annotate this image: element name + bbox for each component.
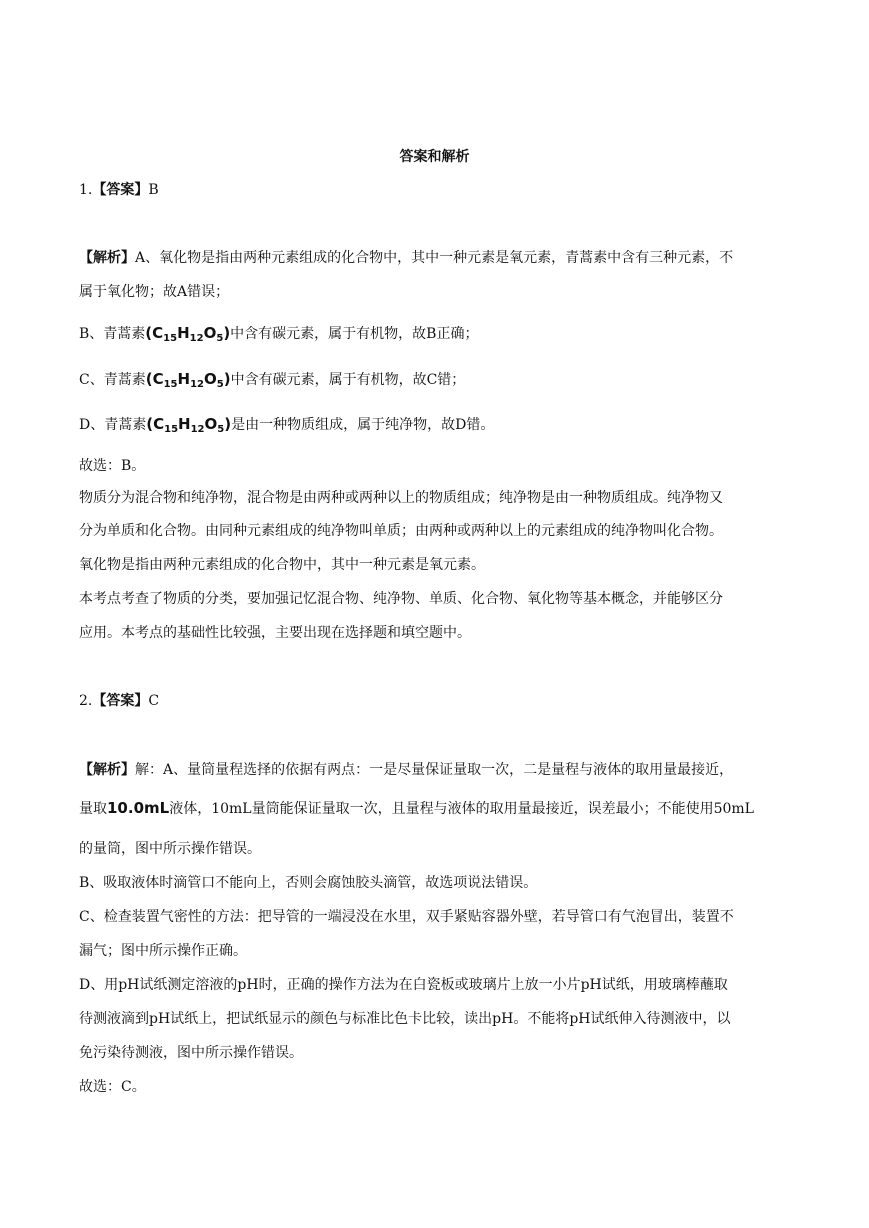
- q1-option-d: [79, 414, 794, 440]
- volume-value: 10.0mL: [107, 799, 170, 817]
- q1-option-b-post: 中含有碳元素，属于有机物，故B正确；: [230, 326, 479, 342]
- chemical-formula: $(C_{15}H_{12}O_5)$: [145, 370, 231, 390]
- q1-analysis-text: A、氧化物是指由两种元素组成的化合物中，其中一种元素是氧元素，青蒿素中含有三种元素，不: [135, 250, 734, 266]
- q2-analysis-line2: [79, 798, 794, 819]
- q2-analysis-tag: 【解析】: [79, 762, 135, 778]
- q1-option-d-post: 是由一种物质组成，属于纯净物，故D错。: [231, 417, 495, 433]
- q1-option-b-pre: B、青蒿素: [79, 326, 146, 342]
- q1-answer-tag: 【答案】: [92, 182, 149, 198]
- q2-option-c-cont: 漏气；图中所示操作正确。: [79, 943, 247, 959]
- q1-choice: 故选：B。: [79, 458, 146, 474]
- q1-note: 氧化物是指由两种元素组成的化合物中，其中一种元素是氧元素。: [79, 557, 485, 573]
- q1-analysis-tag: 【解析】: [79, 250, 135, 266]
- q1-option-d-pre: D、青蒿素: [79, 417, 147, 433]
- q1-answer: [79, 180, 794, 200]
- q2-option-d: D、用pH试纸测定溶液的pH时，正确的操作方法为在白瓷板或玻璃片上放一小片pH试纸，用玻璃棒蘸取: [79, 977, 728, 993]
- q1-option-c: [79, 369, 794, 395]
- q2-choice: 故选：C。: [79, 1079, 146, 1095]
- q1-note: 应用。本考点的基础性比较强，主要出现在选择题和填空题中。: [79, 625, 471, 641]
- q1-note: 分为单质和化合物。由同种元素组成的纯净物叫单质；由两种或两种以上的元素组成的纯净物叫化合物。: [79, 523, 723, 539]
- q2-option-b: B、吸取液体时滴管口不能向上，否则会腐蚀胶头滴管，故选项说法错误。: [79, 875, 538, 891]
- chemical-formula: $(C_{15}H_{12}O_5)$: [145, 324, 231, 344]
- q1-option-b: [79, 323, 794, 349]
- q1-note: 本考点考查了物质的分类，要加强记忆混合物、纯净物、单质、化合物、氧化物等基本概念，并能够区分: [79, 591, 723, 607]
- q2-option-d-cont: 待测液滴到pH试纸上，把试纸显示的颜色与标准比色卡比较，读出pH。不能将pH试纸伸入待测液中，以: [79, 1011, 731, 1027]
- q2-option-d-cont: 免污染待测液，图中所示操作错误。: [79, 1045, 303, 1061]
- q2-number: 2.: [79, 693, 93, 709]
- q1-number: 1.: [79, 182, 93, 198]
- q2-analysis-line3: 的量筒，图中所示操作错误。: [79, 841, 261, 857]
- q2-answer-value: C: [148, 693, 160, 709]
- q1-analysis-line: [79, 248, 794, 268]
- q1-answer-value: B: [148, 182, 159, 198]
- q1-option-c-post: 中含有碳元素，属于有机物，故C错；: [230, 372, 466, 388]
- q2-line-post: 液体，10mL量筒能保证量取一次，且量程与液体的取用量最接近，误差最小；不能使用50mL: [169, 801, 754, 817]
- q1-note: 物质分为混合物和纯净物，混合物是由两种或两种以上的物质组成；纯净物是由一种物质组成。纯净物又: [79, 490, 723, 506]
- q1-option-c-pre: C、青蒿素: [79, 372, 146, 388]
- q2-answer: [79, 691, 794, 711]
- q2-option-c: C、检查装置气密性的方法：把导管的一端浸没在水里，双手紧贴容器外壁，若导管口有气泡冒出，装置不: [79, 909, 734, 925]
- q2-analysis-text: 解：A、量筒量程选择的依据有两点：一是尽量保证量取一次，二是量程与液体的取用量最接近，: [135, 762, 734, 778]
- chemical-formula: $(C_{15}H_{12}O_5)$: [146, 415, 232, 435]
- q2-line-pre: 量取: [79, 801, 107, 817]
- q2-analysis-line: [79, 760, 794, 780]
- q1-analysis-line2: 属于氧化物；故A错误；: [79, 284, 230, 300]
- page-title: 答案和解析: [399, 149, 470, 165]
- q2-answer-tag: 【答案】: [92, 693, 149, 709]
